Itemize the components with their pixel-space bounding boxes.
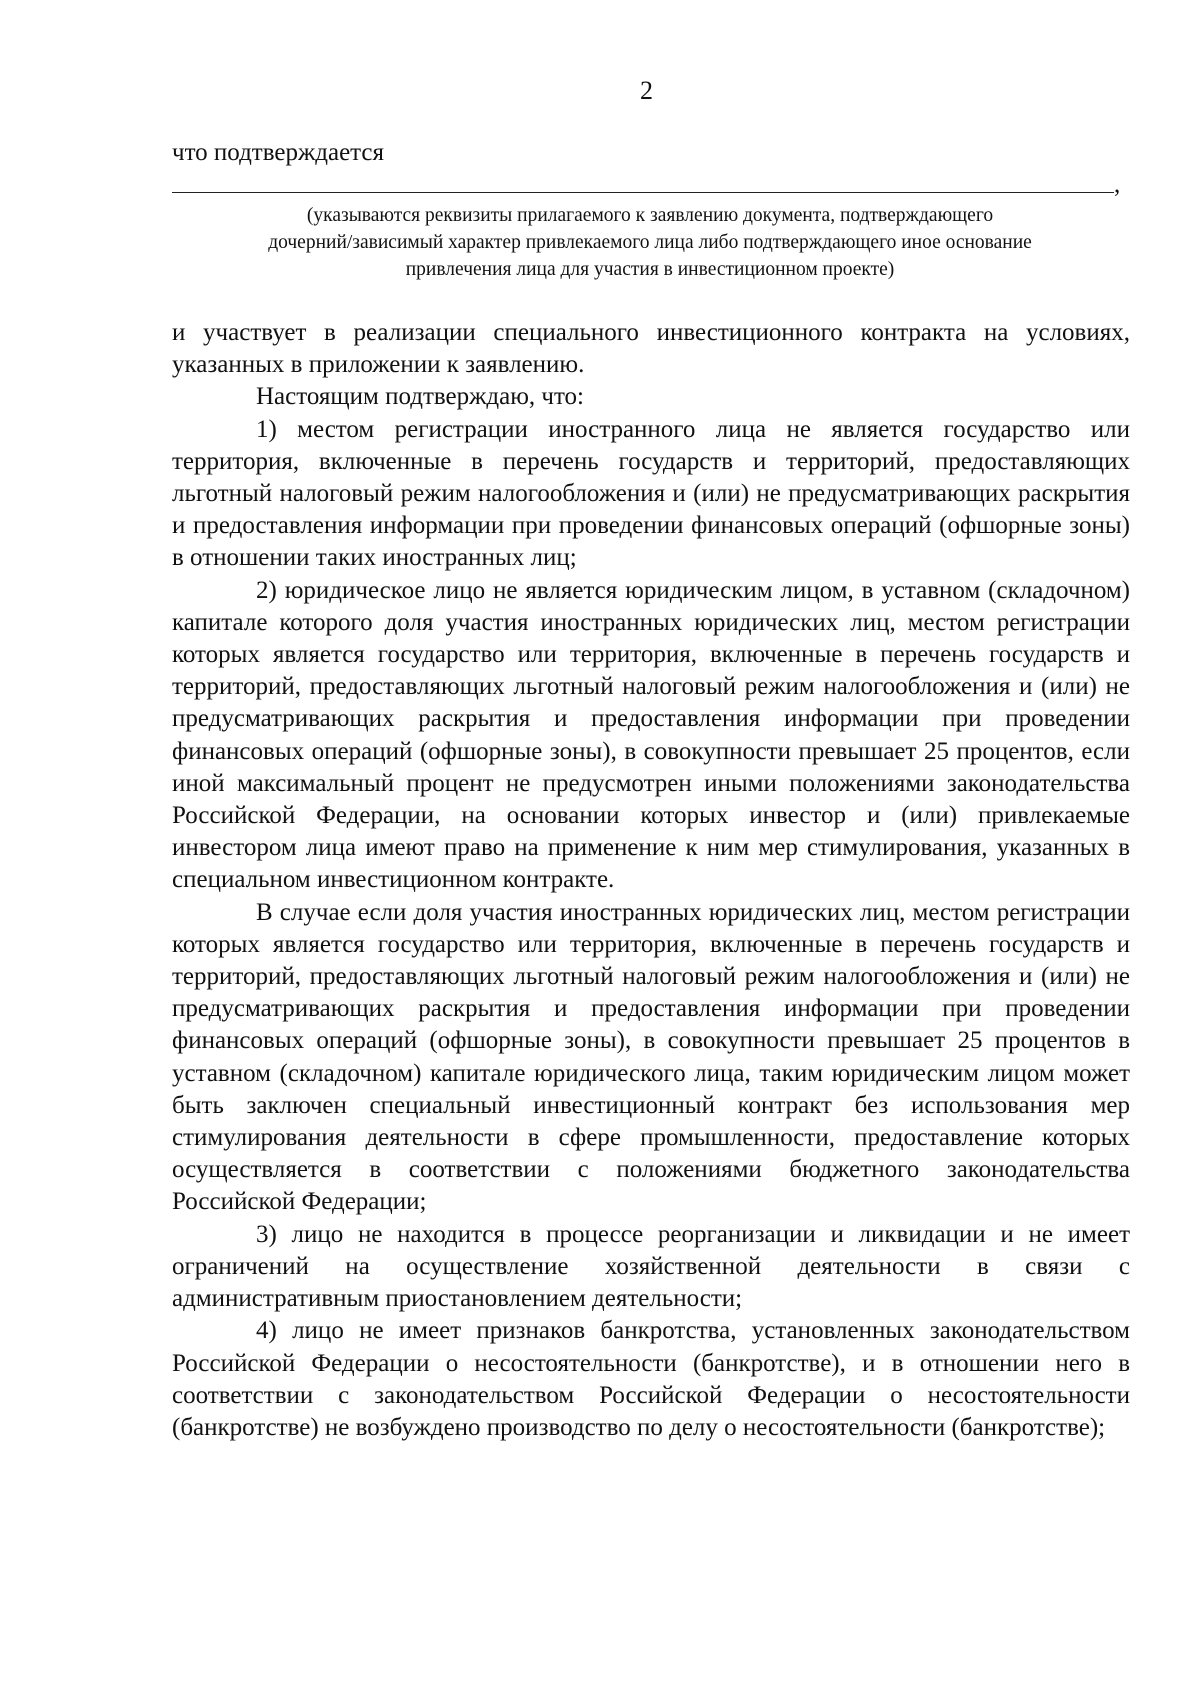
hint-line: дочерний/зависимый характер привлекаемого лица либо подтверждающего иное основание <box>268 232 1032 253</box>
paragraph-item-1: 1) местом регистрации иностранного лица не является государство или территория, включенные в перечень государств и территорий, предоставляющих льготный налоговый режим налогообложения и (или) не предусматривающих раскрытия и предоставления информации при проведении финансовых операций (офшорные зоны) в отношении таких иностранных лиц; <box>172 415 1130 572</box>
paragraph-confirmation: Настоящим подтверждаю, что: <box>256 383 585 411</box>
paragraph-exception: В случае если доля участия иностранных юридических лиц, местом регистрации которых является государство или территория, включенные в перечень государств и территорий, предоставляющих льготный налоговый режим налогообложения и (или) не предусматривающих раскрытия и предоставления информации при проведении финансовых операций (офшорные зоны), в совокупности превышает 25 процентов в уставном (складочном) капитале юридического лица, таким юридическим лицом может быть заключен специальный инвестиционный контракт без использования мер стимулирования деятельности в сфере промышленности, предоставление которых осуществляется в соответствии с положениями бюджетного законодательства Российской Федерации; <box>172 898 1130 1216</box>
paragraph-item-4: 4) лицо не имеет признаков банкротства, установленных законодательством Российской Федерации о несостоятельности (банкротстве), и в отношении него в соответствии с законодательством Российской Федерации о несостоятельности (банкротстве) не возбуждено производство по делу о несостоятельности (банкротстве); <box>172 1317 1130 1441</box>
page-number: 2 <box>640 76 653 105</box>
paragraph-participation: и участвует в реализации специального инвестиционного контракта на условиях, указанных в приложении к заявлению. <box>172 319 1130 379</box>
document-body <box>172 317 1130 1444</box>
blank-trailing-comma: , <box>1114 171 1121 198</box>
fill-in-blank-line <box>172 192 1114 193</box>
intro-text: что подтверждается <box>172 139 384 166</box>
paragraph-item-2: 2) юридическое лицо не является юридическим лицом, в уставном (складочном) капитале которого доля участия иностранных юридических лиц, местом регистрации которых является государство или территория, включенные в перечень государств и территорий, предоставляющих льготный налоговый режим налогообложения и (или) не предусматривающих раскрытия и предоставления информации при проведении финансовых операций (офшорные зоны), в совокупности превышает 25 процентов, если иной максимальный процент не предусмотрен иными положениями законодательства Российской Федерации, на основании которых инвестор и (или) привлекаемые инвестором лица имеют право на применение к ним мер стимулирования, указанных в специальном инвестиционном контракте. <box>172 576 1130 894</box>
paragraph-item-3: 3) лицо не находится в процессе реорганизации и ликвидации и не имеет ограничений на осуществление хозяйственной деятельности в связи с административным приостановлением деятельности; <box>172 1220 1130 1313</box>
blank-hint <box>160 202 1140 283</box>
hint-line: (указываются реквизиты прилагаемого к заявлению документа, подтверждающего <box>306 205 994 226</box>
hint-line: привлечения лица для участия в инвестиционном проекте) <box>405 259 895 280</box>
